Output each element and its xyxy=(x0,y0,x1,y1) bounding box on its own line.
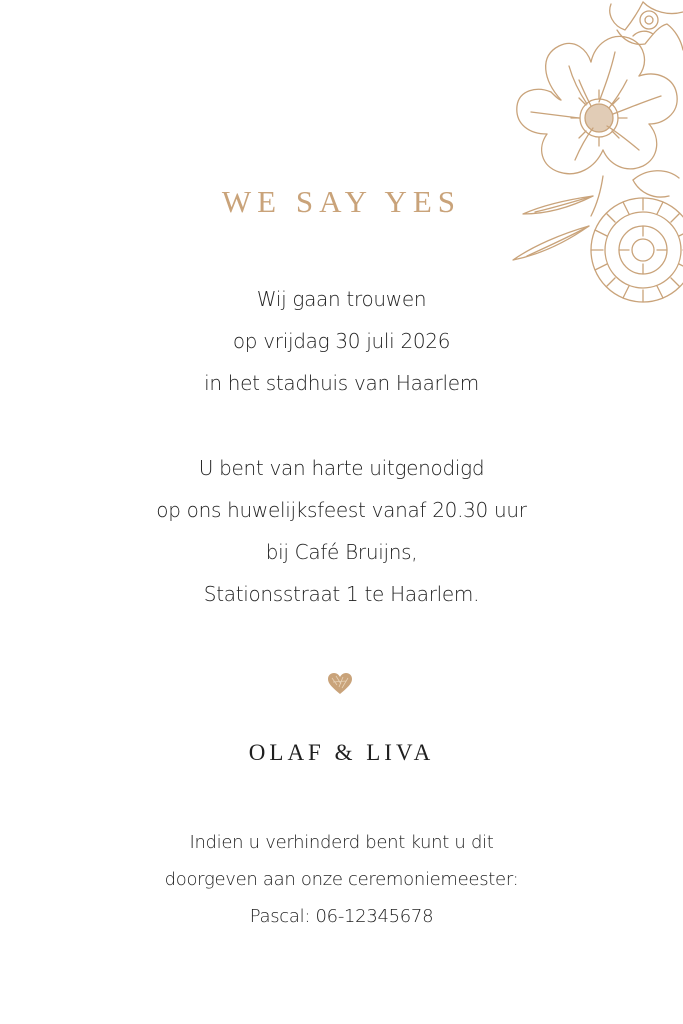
invitation-line: in het stadhuis van Haarlem xyxy=(204,371,479,395)
rsvp-line: Pascal: 06-12345678 xyxy=(249,906,434,927)
rsvp-line: doorgeven aan onze ceremoniemeester: xyxy=(164,869,519,890)
invitation-line: Wij gaan trouwen xyxy=(256,287,427,311)
rsvp-block xyxy=(0,824,683,935)
heart-icon xyxy=(327,672,353,696)
party-line: U bent van harte uitgenodigd xyxy=(198,456,485,480)
party-line: bij Café Bruijns, xyxy=(265,540,418,564)
invitation-line: op vrijdag 30 juli 2026 xyxy=(232,329,451,353)
floral-illustration xyxy=(483,0,683,320)
couple-names: OLAF & LIVA xyxy=(248,740,435,765)
page-title: WE SAY YES xyxy=(221,184,462,219)
party-block xyxy=(0,447,683,615)
party-line: op ons huwelijksfeest vanaf 20.30 uur xyxy=(156,498,527,522)
invitation-block xyxy=(0,278,683,404)
party-line: Stationsstraat 1 te Haarlem. xyxy=(203,582,480,606)
rsvp-line: Indien u verhinderd bent kunt u dit xyxy=(189,832,494,853)
